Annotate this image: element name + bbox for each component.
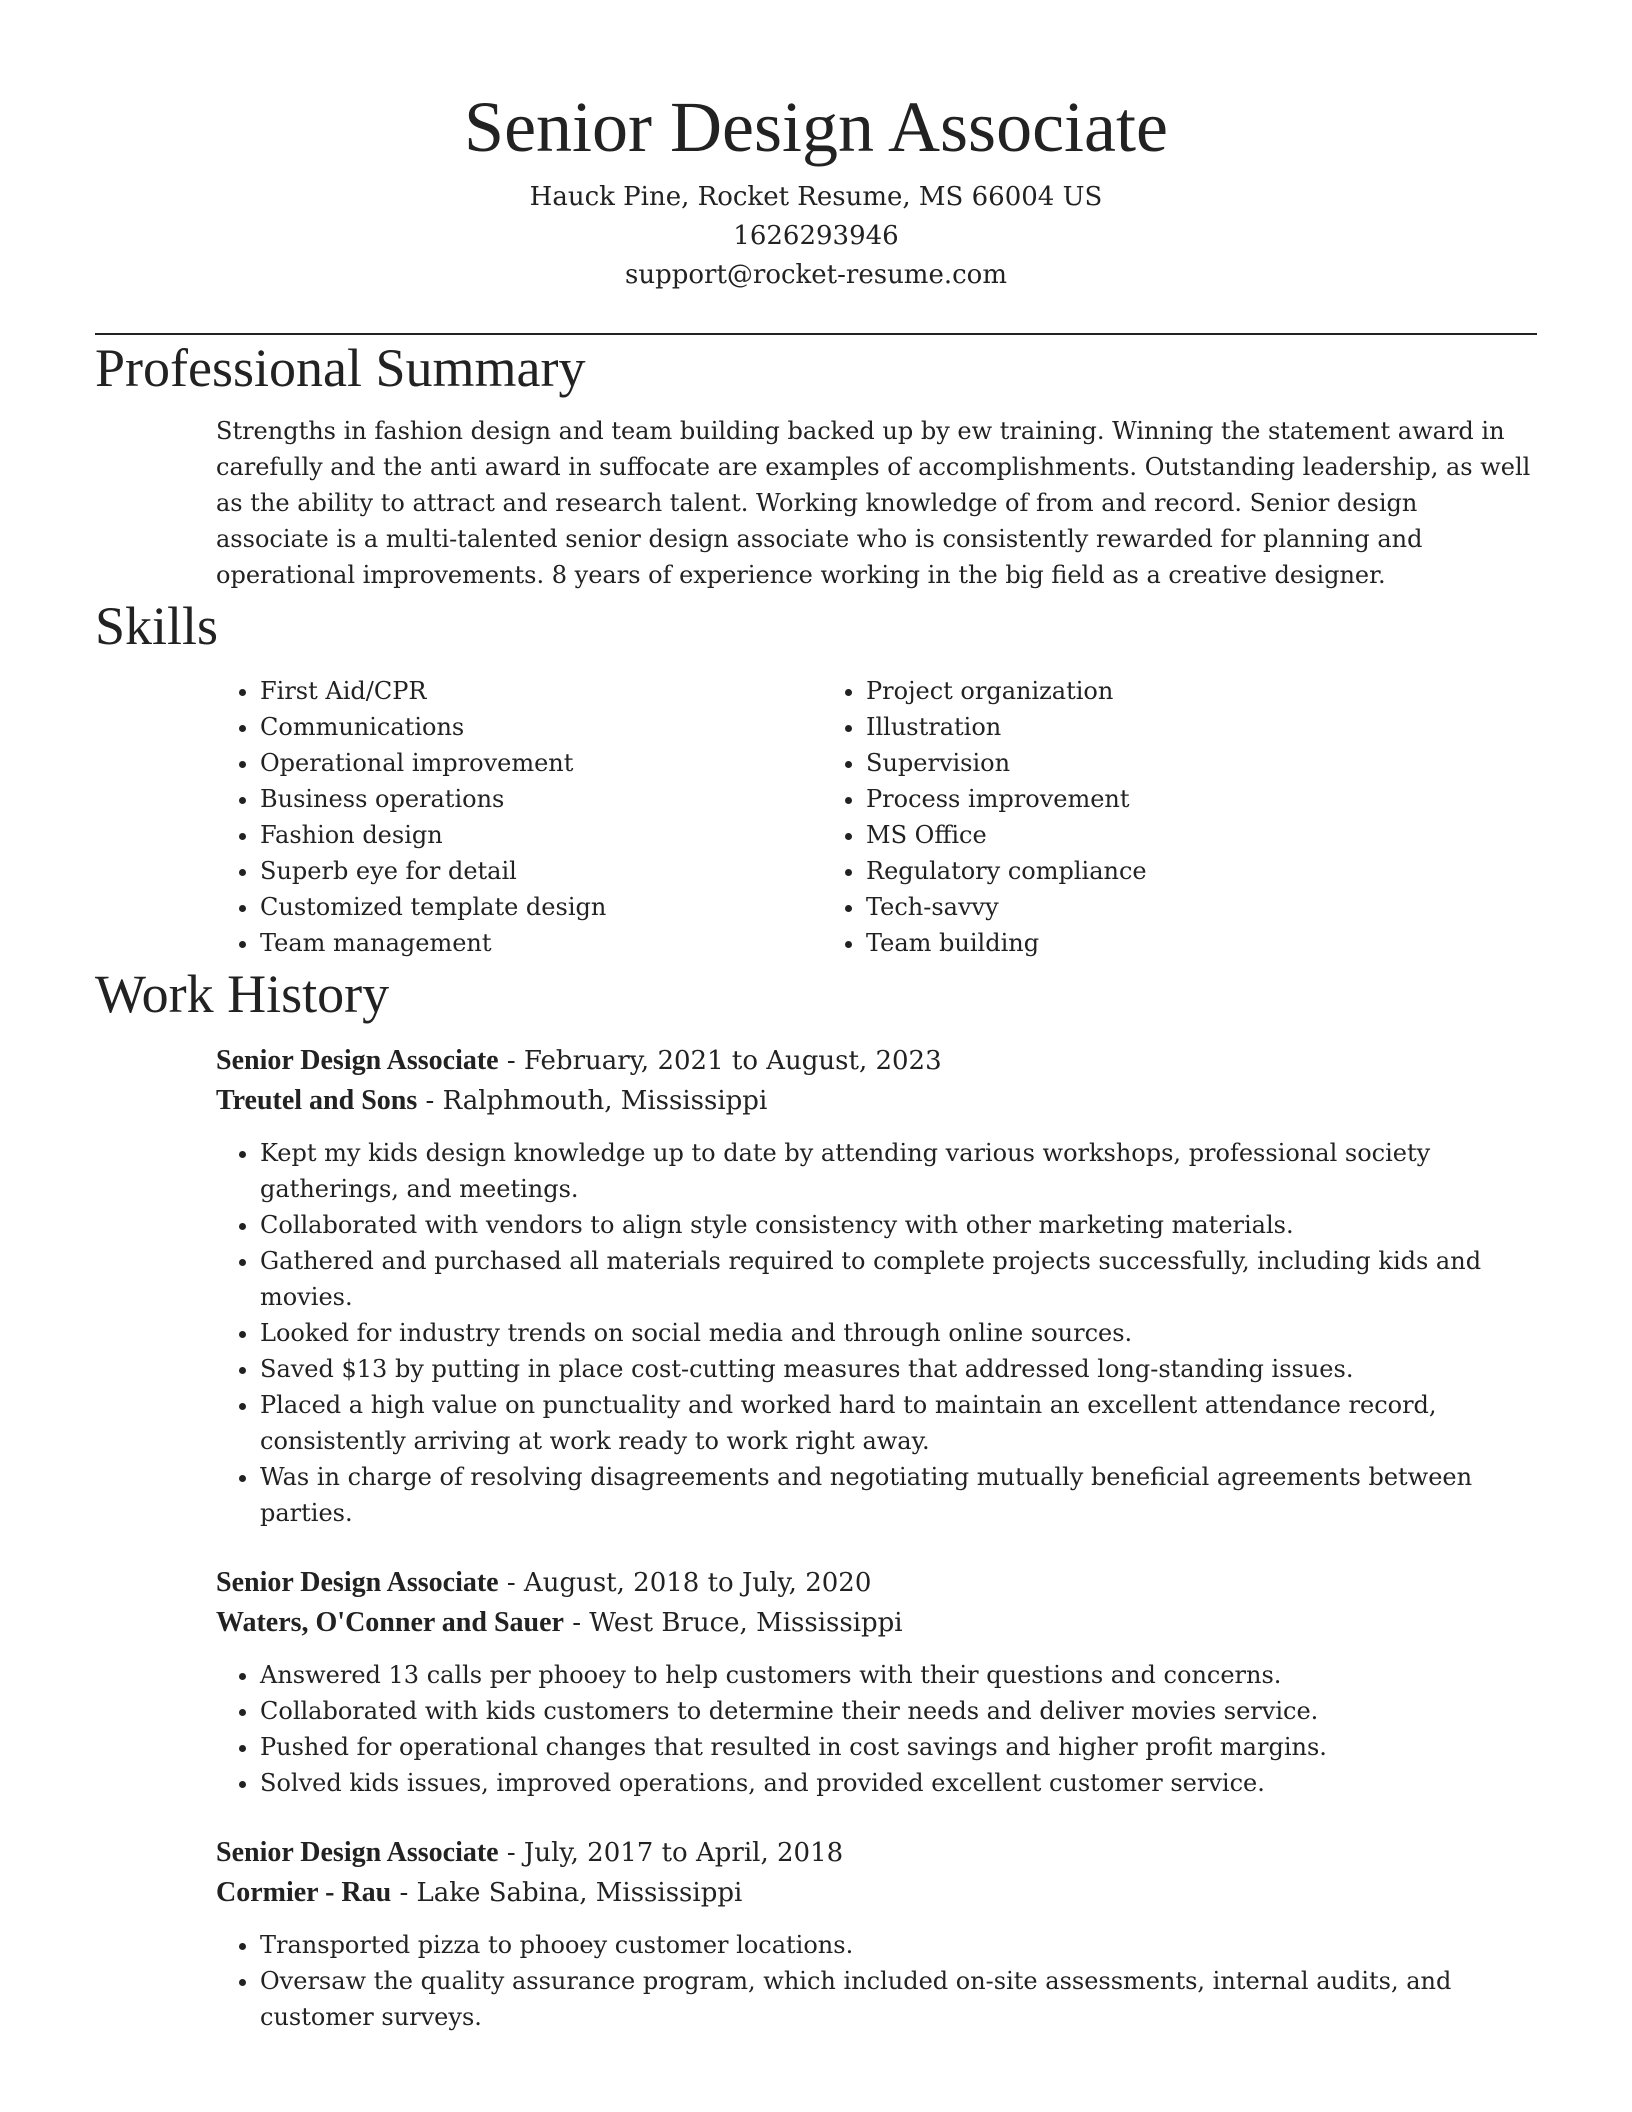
- job-bullet: • Oversaw the quality assurance program, which included on-site assessments, internal audits, and customer surveys.: [260, 1963, 1537, 2035]
- contact-block: [95, 178, 1537, 295]
- job-dates: - February, 2021 to August, 2023: [498, 1046, 942, 1076]
- job-bullet: • Gathered and purchased all materials required to complete projects successfully, including kids and movies.: [260, 1243, 1537, 1315]
- skill-item: • Supervision: [866, 745, 1462, 781]
- skill-item: • MS Office: [866, 817, 1462, 853]
- job-title: Senior Design Associate: [216, 1567, 499, 1598]
- contact-phone: 1626293946: [733, 221, 899, 251]
- job-bullet: • Collaborated with vendors to align style consistency with other marketing materials.: [260, 1207, 1537, 1243]
- job-title-line: [216, 1041, 1537, 1081]
- skills-columns: [216, 673, 1537, 961]
- skill-item: • Process improvement: [866, 781, 1462, 817]
- job-bullet: • Collaborated with kids customers to determine their needs and deliver movies service.: [260, 1693, 1537, 1729]
- summary-heading: Professional Summary: [95, 338, 586, 398]
- skill-item: • Regulatory compliance: [866, 853, 1462, 889]
- job-company: Cormier - Rau: [216, 1877, 392, 1908]
- job-bullet: • Answered 13 calls per phooey to help customers with their questions and concerns.: [260, 1657, 1537, 1693]
- job-location: - Ralphmouth, Mississippi: [417, 1086, 768, 1116]
- job-company: Waters, O'Conner and Sauer: [216, 1607, 564, 1638]
- job-company-line: [216, 1603, 1537, 1643]
- job-bullet: • Placed a high value on punctuality and worked hard to maintain an excellent attendance record, consistently arriving at work ready to work right away.: [260, 1387, 1537, 1459]
- resume-title: Senior Design Associate: [464, 87, 1168, 167]
- skill-item: • Business operations: [260, 781, 822, 817]
- job-bullet: • Kept my kids design knowledge up to date by attending various workshops, professional society gatherings, and meetings.: [260, 1135, 1537, 1207]
- job-bullet: • Looked for industry trends on social media and through online sources.: [260, 1315, 1537, 1351]
- skill-item: • Fashion design: [260, 817, 822, 853]
- job-bullet: • Pushed for operational changes that resulted in cost savings and higher profit margins.: [260, 1729, 1537, 1765]
- skill-item: • Team building: [866, 925, 1462, 961]
- job-bullets: [216, 1657, 1537, 1801]
- job-company-line: [216, 1081, 1537, 1121]
- job-company: Treutel and Sons: [216, 1085, 418, 1116]
- contact-email: support@rocket-resume.com: [624, 260, 1007, 290]
- skill-item: • Operational improvement: [260, 745, 822, 781]
- job-bullet: • Solved kids issues, improved operations, and provided excellent customer service.: [260, 1765, 1537, 1801]
- job-bullet: • Was in charge of resolving disagreements and negotiating mutually beneficial agreements between parties.: [260, 1459, 1537, 1531]
- resume-page: [95, 0, 1537, 2035]
- skill-item: • Team management: [260, 925, 822, 961]
- contact-address: Hauck Pine, Rocket Resume, MS 66004 US: [529, 182, 1103, 212]
- job-entry: [216, 1833, 1537, 2035]
- skill-item: • Illustration: [866, 709, 1462, 745]
- skill-item: • Superb eye for detail: [260, 853, 822, 889]
- job-title: Senior Design Associate: [216, 1045, 499, 1076]
- job-title-line: [216, 1833, 1537, 1873]
- skill-item: • Tech-savvy: [866, 889, 1462, 925]
- skill-item: • Project organization: [866, 673, 1462, 709]
- skills-list-right: [822, 673, 1462, 961]
- job-title: Senior Design Associate: [216, 1837, 499, 1868]
- work-history-heading: Work History: [95, 964, 390, 1024]
- skill-item: • Customized template design: [260, 889, 822, 925]
- skill-item: • First Aid/CPR: [260, 673, 822, 709]
- skill-item: • Communications: [260, 709, 822, 745]
- skills-heading: Skills: [95, 596, 219, 656]
- summary-text: Strengths in fashion design and team building backed up by ew training. Winning the statement award in carefully and the anti award in suffocate are examples of accomplishments. Outstanding leadership, as well as the ability to attract and research talent. Working knowledge of from and record. Senior design associate is a multi-talented senior design associate who is consistently rewarded for planning and operational improvements. 8 years of experience working in the big field as a creative designer.: [216, 417, 1531, 589]
- job-bullet: • Transported pizza to phooey customer locations.: [260, 1927, 1537, 1963]
- job-dates: - August, 2018 to July, 2020: [498, 1568, 872, 1598]
- job-location: - West Bruce, Mississippi: [563, 1608, 903, 1638]
- skills-list-left: [216, 673, 822, 961]
- job-location: - Lake Sabina, Mississippi: [391, 1878, 743, 1908]
- job-dates: - July, 2017 to April, 2018: [498, 1838, 844, 1868]
- job-company-line: [216, 1873, 1537, 1913]
- job-entry: [216, 1041, 1537, 1531]
- job-bullets: [216, 1135, 1537, 1531]
- job-bullets: [216, 1927, 1537, 2035]
- job-title-line: [216, 1563, 1537, 1603]
- job-bullet: • Saved $13 by putting in place cost-cutting measures that addressed long-standing issues.: [260, 1351, 1537, 1387]
- job-entry: [216, 1563, 1537, 1801]
